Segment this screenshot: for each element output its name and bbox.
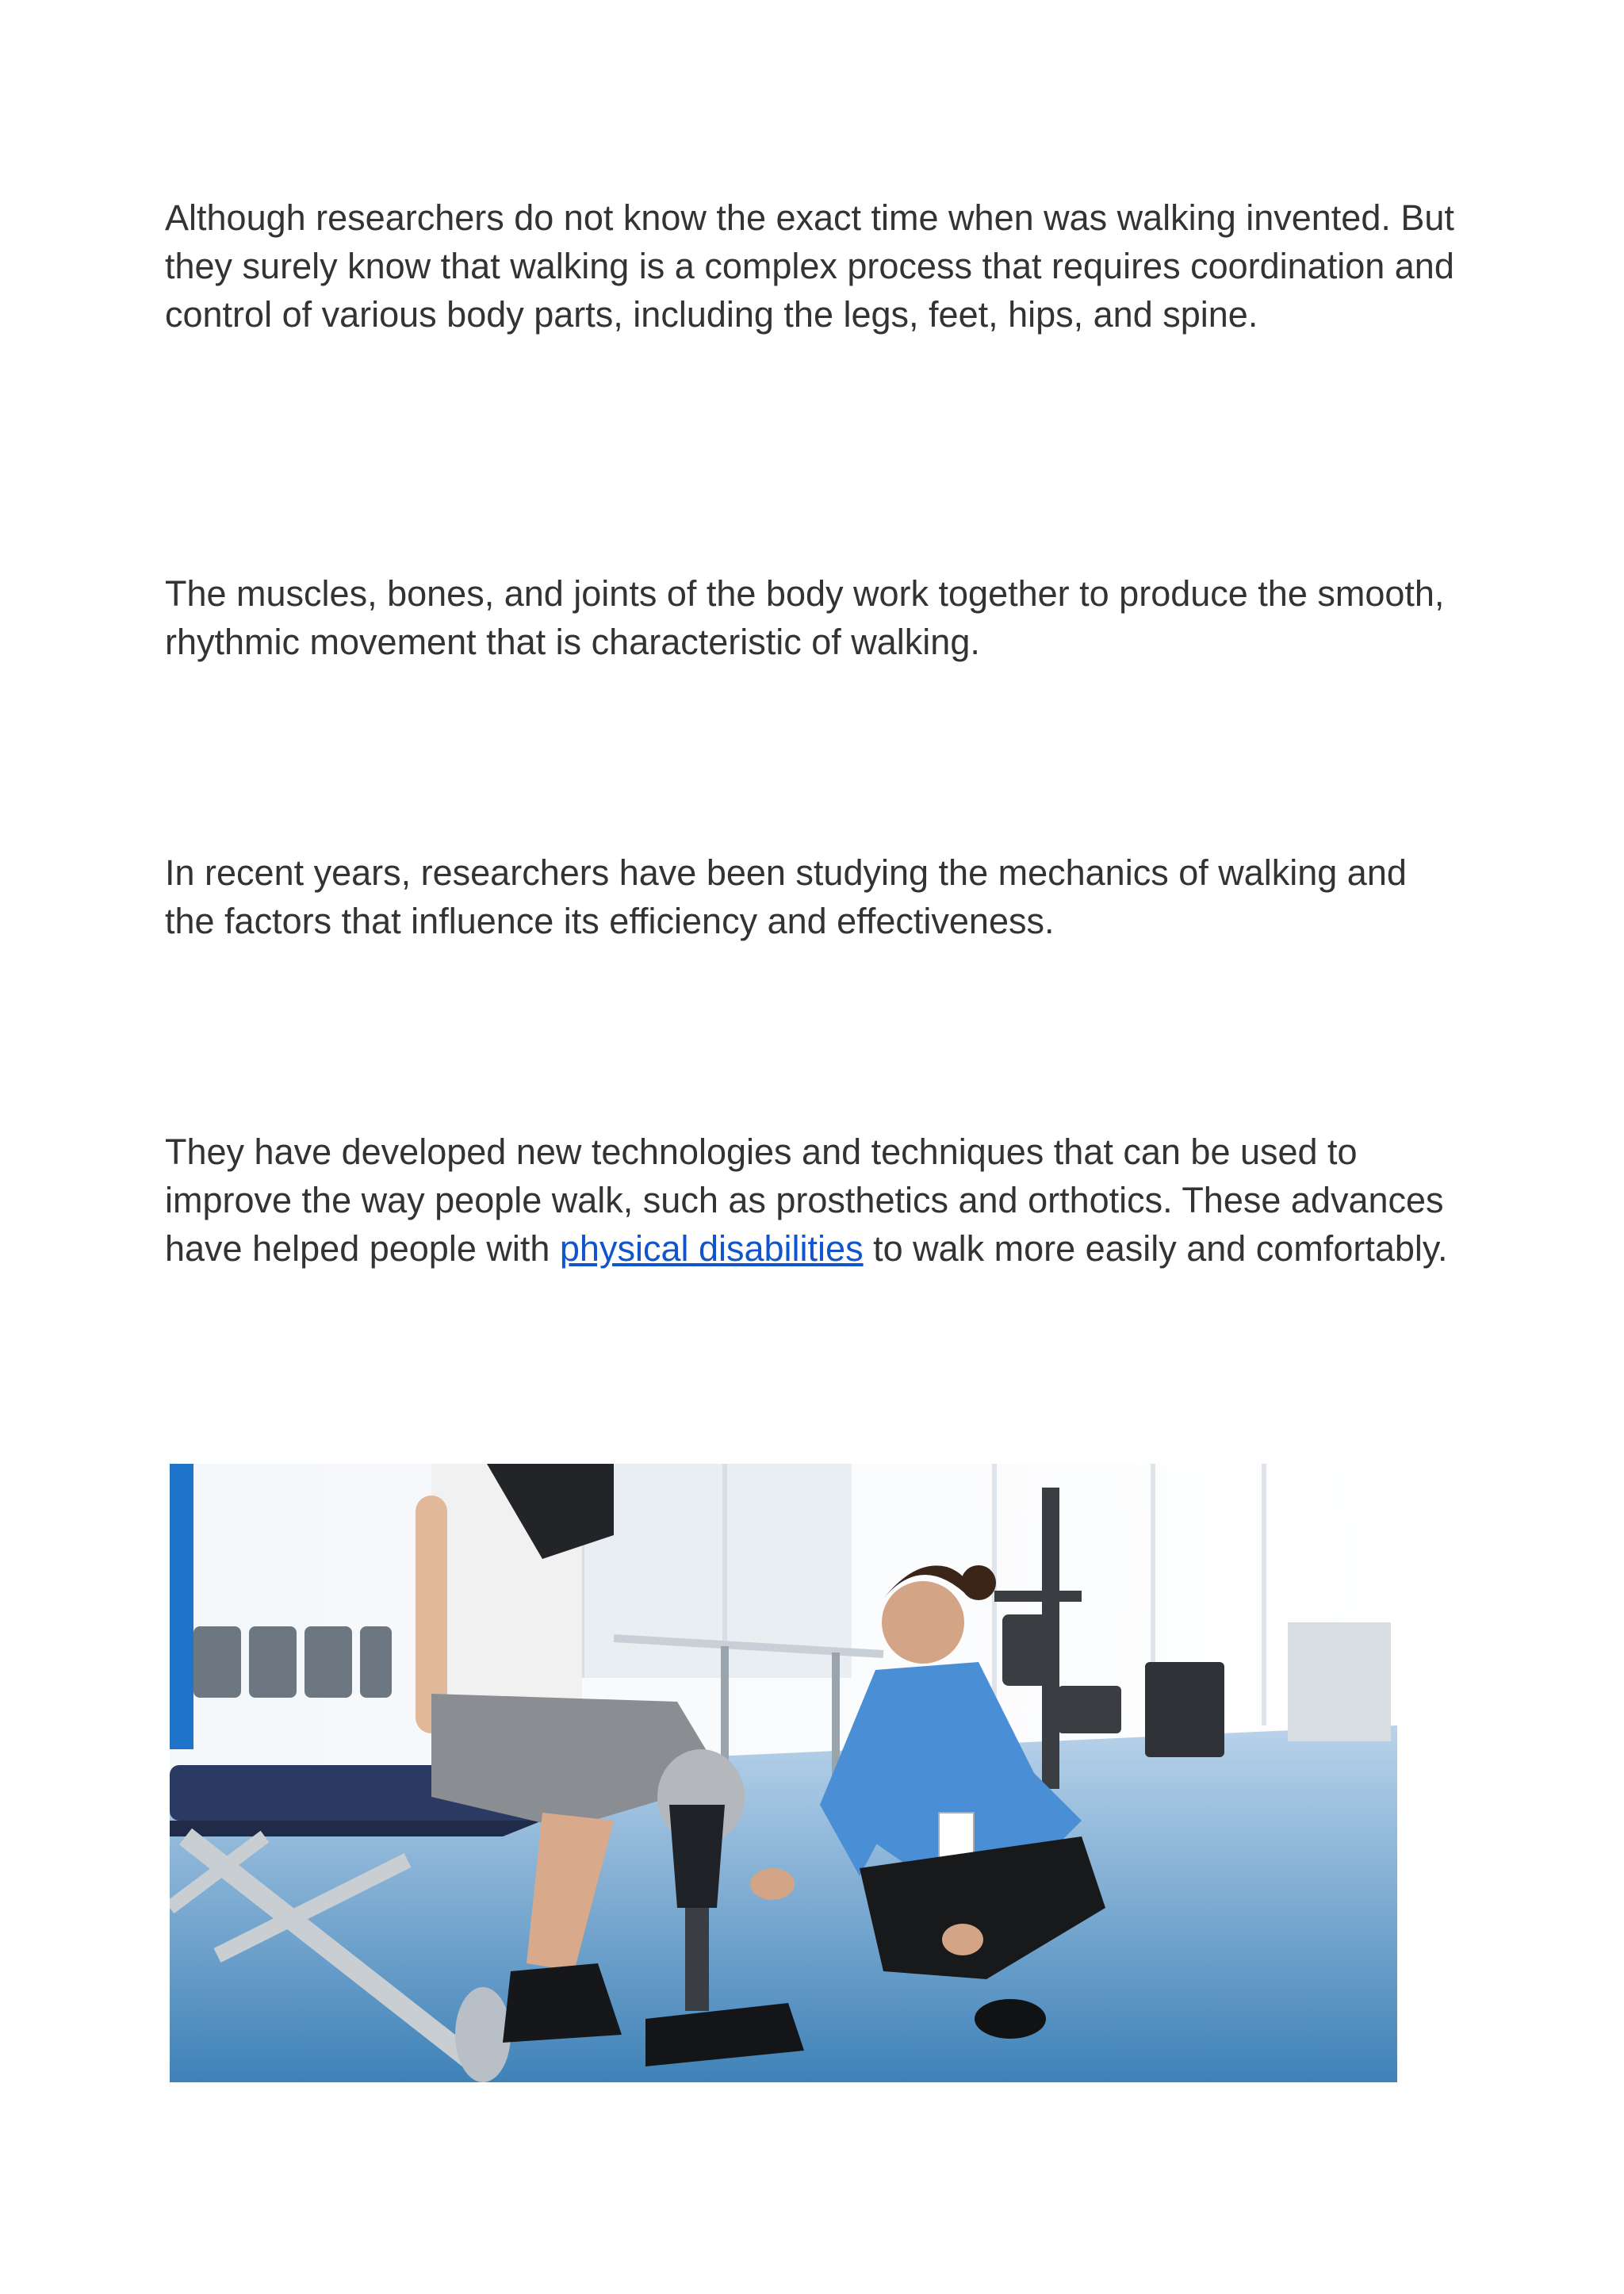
paragraph-technologies-text-before: They have developed new technologies and techniques that can be used to improve the way people walk, such as prosthetics and orthotics. These advances have helped people with bbox=[165, 1132, 1444, 1269]
paragraph-walking-intro: Although researchers do not know the exact time when was walking invented. But they surely know that walking is a complex process that requires coordination and control of various body parts, including the legs, feet, hips, and spine. bbox=[165, 197, 1454, 335]
paragraph-technologies bbox=[165, 1128, 1465, 1273]
paragraph-technologies-text-after: to walk more easily and comfortably. bbox=[863, 1228, 1448, 1269]
physical-disabilities-link[interactable]: physical disabilities bbox=[559, 1228, 864, 1269]
prosthetic-fitting-photo bbox=[170, 1464, 1397, 2082]
paragraph-muscles-bones: The muscles, bones, and joints of the body work together to produce the smooth, rhythmic movement that is characteristic of walking. bbox=[165, 573, 1445, 662]
paragraph-recent-research: In recent years, researchers have been studying the mechanics of walking and the factors that influence its efficiency and effectiveness. bbox=[165, 852, 1407, 941]
